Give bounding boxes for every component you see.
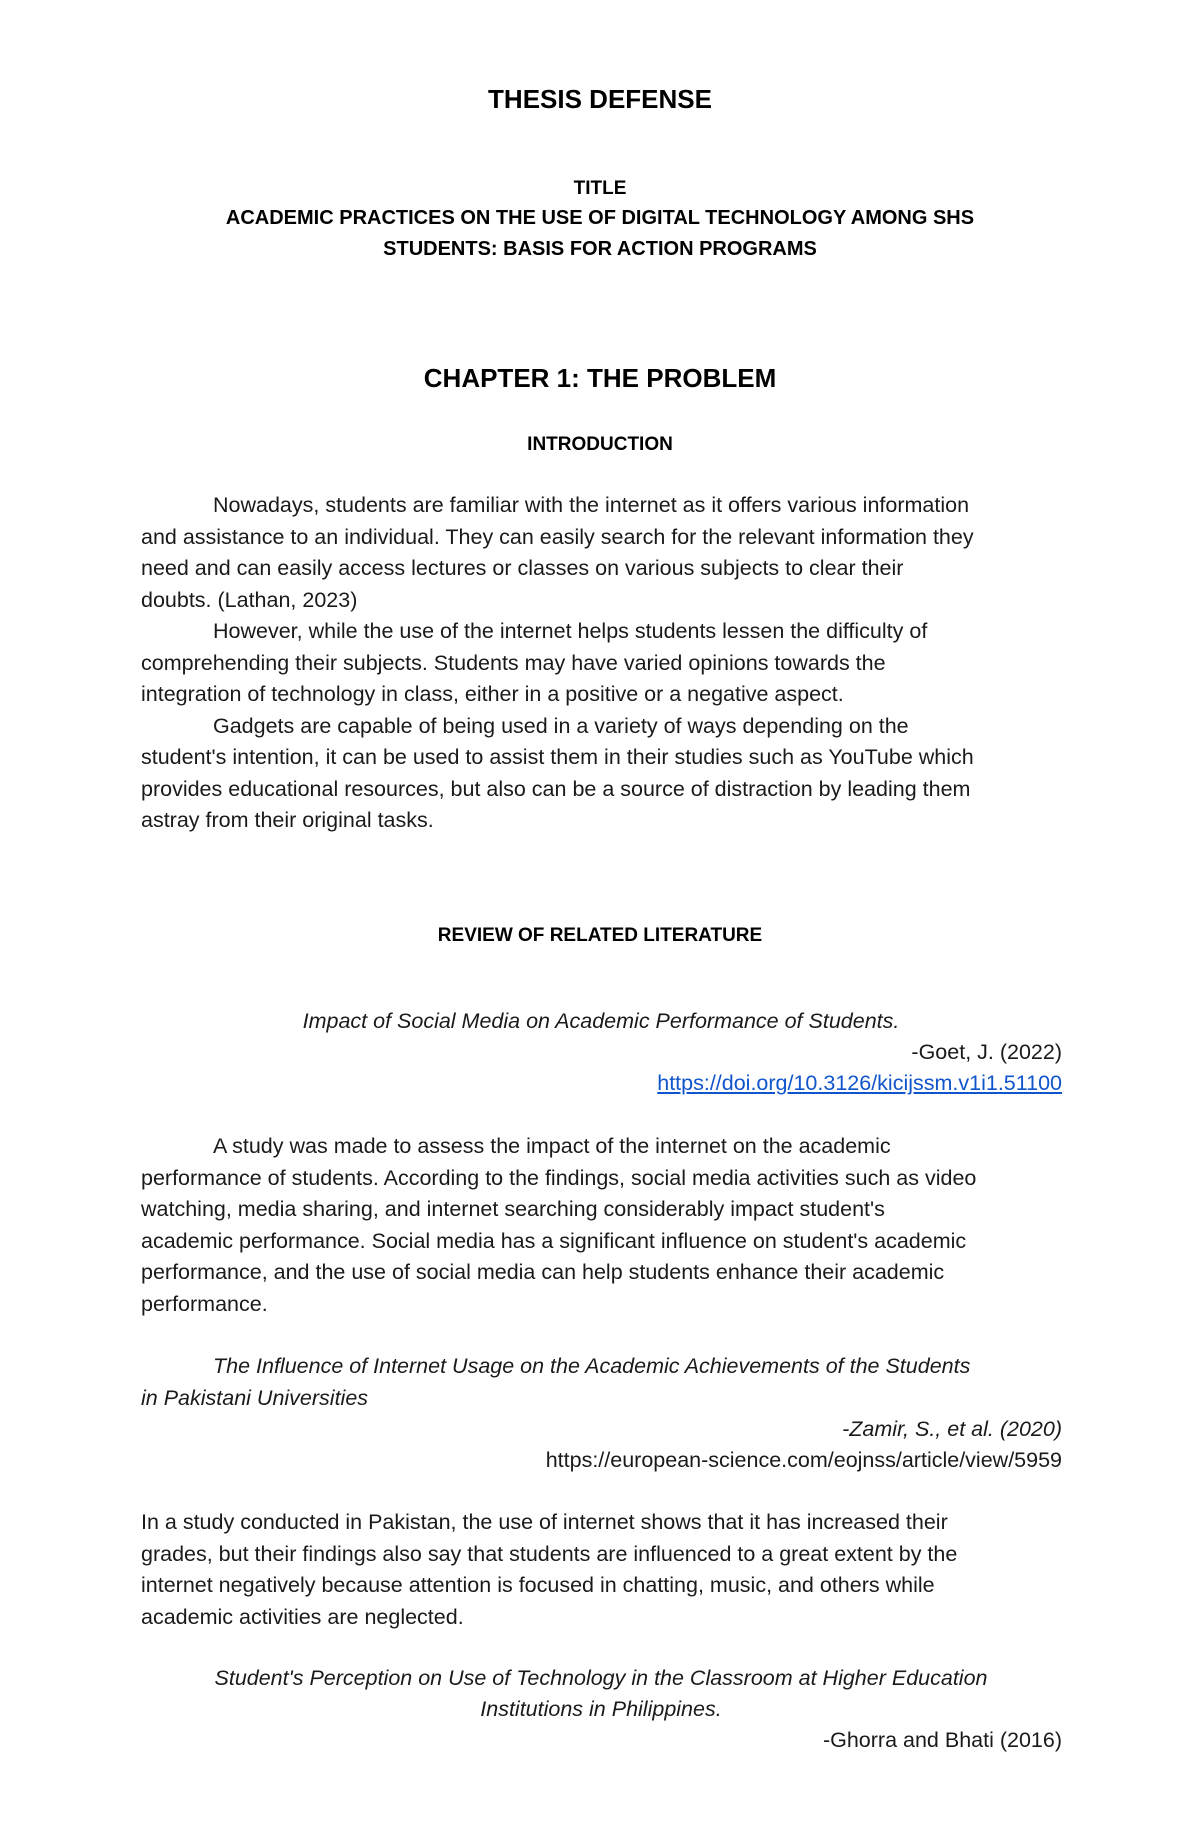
- paragraph-line: need and can easily access lectures or classes on various subjects to clear their: [141, 556, 904, 580]
- paragraph-line: academic performance. Social media has a significant influence on student's academic: [141, 1228, 967, 1253]
- paragraph-line: Nowadays, students are familiar with the internet as it offers various information: [213, 493, 970, 517]
- paragraph-line: doubts. (Lathan, 2023): [141, 587, 358, 612]
- study2-body: [141, 1507, 1061, 1633]
- study1-author: -Goet, J. (2022): [911, 1040, 1062, 1064]
- thesis-title-line: STUDENTS: BASIS FOR ACTION PROGRAMS: [383, 238, 817, 260]
- study2-title-line: in Pakistani Universities: [141, 1385, 369, 1410]
- study1-body: [141, 1131, 1061, 1320]
- study2-author: -Zamir, S., et al. (2020): [842, 1417, 1062, 1441]
- paragraph-line: academic activities are neglected.: [141, 1604, 464, 1629]
- paragraph-line: student's intention, it can be used to assist them in their studies such as YouTube which: [141, 745, 974, 769]
- study1-doi-link[interactable]: https://doi.org/10.3126/kicijssm.v1i1.51100: [657, 1071, 1062, 1095]
- study2-url: https://european-science.com/eojnss/article/view/5959: [545, 1448, 1062, 1472]
- study2-title: [141, 1351, 1061, 1414]
- paragraph-line: and assistance to an individual. They can easily search for the relevant information they: [141, 524, 974, 549]
- paragraph-line: grades, but their findings also say that students are influenced to a great extent by the: [141, 1541, 958, 1566]
- introduction-body: [141, 490, 1061, 837]
- study1-title: Impact of Social Media on Academic Performance of Students.: [302, 1009, 900, 1033]
- paragraph-line: comprehending their subjects. Students may have varied opinions towards the: [141, 650, 886, 675]
- paragraph-line: internet negatively because attention is focused in chatting, music, and others while: [141, 1573, 935, 1597]
- paragraph-line: integration of technology in class, either in a positive or a negative aspect.: [141, 682, 844, 706]
- study3-title-line: Institutions in Philippines.: [480, 1697, 722, 1721]
- study3-title-line: Student's Perception on Use of Technology in the Classroom at Higher Education: [214, 1666, 988, 1690]
- study1-link-container: [141, 1068, 1062, 1100]
- title-label: TITLE: [573, 178, 627, 199]
- paragraph-line: astray from their original tasks.: [141, 808, 434, 832]
- paragraph-line: A study was made to assess the impact of the internet on the academic: [213, 1134, 891, 1158]
- chapter-heading: CHAPTER 1: THE PROBLEM: [423, 363, 777, 393]
- paragraph-line: performance.: [141, 1291, 268, 1316]
- introduction-heading: INTRODUCTION: [527, 434, 673, 455]
- document-header: THESIS DEFENSE: [488, 84, 712, 114]
- paragraph-line: performance, and the use of social media can help students enhance their academic: [141, 1260, 945, 1284]
- paragraph-line: In a study conducted in Pakistan, the use of internet shows that it has increased their: [141, 1510, 948, 1534]
- paragraph-line: provides educational resources, but also can be a source of distraction by leading them: [141, 776, 971, 801]
- study2-title-line: The Influence of Internet Usage on the Academic Achievements of the Students: [213, 1354, 971, 1378]
- study3-author: -Ghorra and Bhati (2016): [822, 1728, 1062, 1752]
- paragraph-line: However, while the use of the internet helps students lessen the difficulty of: [213, 619, 928, 643]
- thesis-title-line: ACADEMIC PRACTICES ON THE USE OF DIGITAL TECHNOLOGY AMONG SHS: [225, 207, 975, 229]
- review-heading: REVIEW OF RELATED LITERATURE: [437, 925, 763, 946]
- paragraph-line: performance of students. According to the findings, social media activities such as video: [141, 1165, 977, 1190]
- paragraph-line: watching, media sharing, and internet searching considerably impact student's: [141, 1197, 885, 1221]
- paragraph-line: Gadgets are capable of being used in a variety of ways depending on the: [213, 713, 909, 738]
